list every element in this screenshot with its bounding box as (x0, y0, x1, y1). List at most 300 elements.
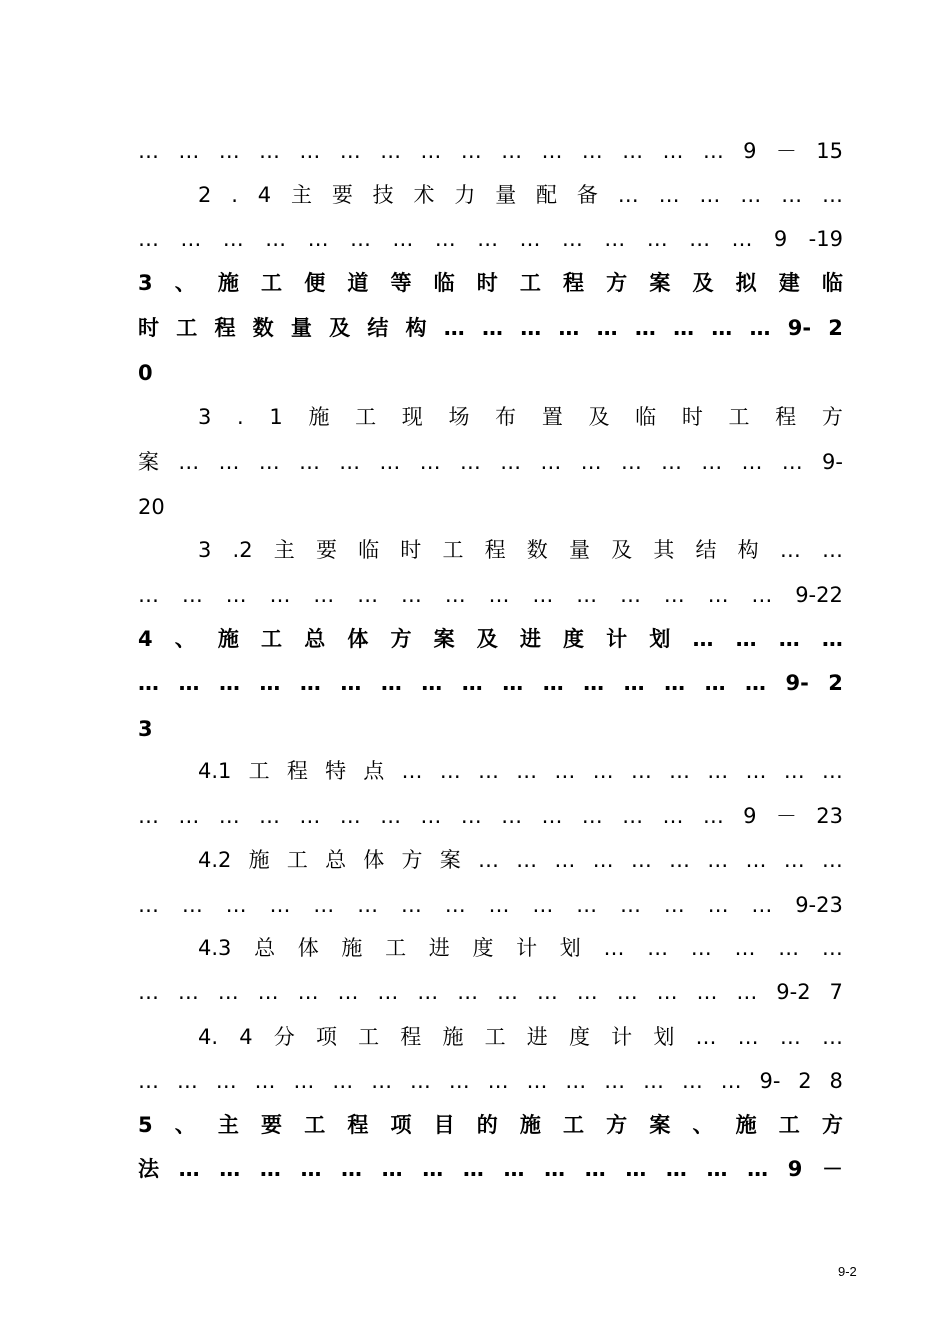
toc-token: 施 (442, 1025, 464, 1049)
toc-token: … (477, 848, 499, 872)
toc-token: 4 (138, 627, 153, 651)
toc-token: 时 (138, 316, 159, 340)
toc-token: … (737, 1025, 759, 1049)
toc-token: 1 (269, 405, 283, 429)
toc-token: 及 (692, 271, 714, 295)
toc-token: 数 (526, 538, 548, 562)
toc-token: 9- (787, 316, 812, 340)
toc-token: 分 (273, 1025, 295, 1049)
toc-line (198, 535, 843, 565)
toc-token: 备 (576, 183, 598, 207)
toc-token: 进 (519, 627, 541, 651)
toc-token: … (339, 139, 361, 163)
toc-token: … (392, 227, 414, 251)
toc-token: … (298, 450, 320, 474)
toc-token: … (420, 139, 442, 163)
toc-token: … (218, 804, 240, 828)
toc-token: … (576, 980, 598, 1004)
toc-token: 4.1 (198, 759, 232, 783)
toc-token: 9 (743, 804, 757, 828)
toc-token: … (821, 848, 843, 872)
toc-token: 4 (239, 1025, 253, 1049)
toc-token: 法 (138, 1157, 159, 1181)
toc-token: … (222, 227, 244, 251)
toc-token: … (516, 759, 538, 783)
toc-token: … (821, 627, 843, 651)
toc-token: … (181, 583, 203, 607)
toc-token: 、 (174, 1113, 196, 1137)
toc-token: … (690, 936, 712, 960)
toc-token: 案 (649, 1113, 671, 1137)
toc-token: … (661, 450, 683, 474)
toc-line (138, 580, 843, 610)
toc-token: … (749, 316, 771, 340)
toc-token: 2 (198, 183, 212, 207)
toc-token: … (178, 671, 200, 695)
toc-token: … (443, 316, 465, 340)
toc-token: … (734, 936, 756, 960)
toc-token: 施 (308, 405, 330, 429)
toc-token: 主 (273, 538, 295, 562)
toc-token: … (218, 671, 240, 695)
toc-token: … (664, 671, 686, 695)
toc-token: … (462, 1157, 484, 1181)
toc-token: … (138, 980, 159, 1004)
toc-token: … (656, 980, 678, 1004)
toc-token: … (218, 450, 240, 474)
toc-token: 3 (138, 717, 153, 741)
toc-token: 及 (588, 405, 610, 429)
toc-token: 2 (828, 671, 843, 695)
toc-token: … (381, 1157, 403, 1181)
toc-token: 拟 (735, 271, 757, 295)
toc-token: 9- (759, 1069, 781, 1093)
page-number: 9-2 (838, 1264, 857, 1279)
toc-token: … (707, 848, 729, 872)
toc-token: … (781, 450, 803, 474)
toc-token: 技 (372, 183, 394, 207)
toc-token: 划 (649, 627, 671, 651)
toc-token: … (616, 980, 638, 1004)
toc-token: … (299, 804, 321, 828)
toc-token: 要 (331, 183, 353, 207)
toc-token: … (349, 227, 371, 251)
toc-token: … (689, 227, 711, 251)
toc-token: … (604, 1069, 626, 1093)
toc-token: … (313, 583, 335, 607)
toc-token: … (339, 804, 361, 828)
toc-token: … (444, 583, 466, 607)
toc-token: … (625, 1157, 647, 1181)
toc-line (138, 1110, 843, 1140)
toc-token: … (461, 671, 483, 695)
toc-token: … (340, 671, 362, 695)
toc-token: … (293, 1069, 315, 1093)
toc-token: … (138, 1069, 159, 1093)
toc-token: 9 (773, 227, 788, 251)
toc-token: … (502, 671, 524, 695)
toc-token: … (178, 139, 200, 163)
toc-token: … (258, 450, 280, 474)
toc-token: … (460, 804, 482, 828)
toc-token: 施 (248, 848, 270, 872)
toc-token: … (561, 227, 583, 251)
toc-line (198, 1022, 843, 1052)
toc-token: … (138, 671, 159, 695)
toc-token: … (658, 183, 680, 207)
toc-token: … (420, 804, 442, 828)
toc-token: … (178, 450, 200, 474)
toc-token: 总 (325, 848, 347, 872)
toc-line (138, 268, 843, 298)
toc-token: 工 (385, 936, 407, 960)
toc-token: … (218, 139, 240, 163)
toc-token: … (623, 671, 645, 695)
toc-token: 方 (821, 405, 843, 429)
toc-token: 结 (695, 538, 717, 562)
toc-token: 程 (484, 538, 506, 562)
toc-token: … (565, 1069, 587, 1093)
toc-token: … (781, 183, 803, 207)
toc-token: … (488, 583, 510, 607)
toc-token: 、 (174, 271, 196, 295)
toc-token: 9- (785, 671, 809, 695)
toc-token: … (592, 759, 614, 783)
toc-token: 总 (304, 627, 326, 651)
toc-token: 方 (606, 1113, 628, 1137)
toc-line (138, 977, 843, 1007)
toc-token: 场 (448, 405, 470, 429)
toc-token: … (696, 980, 718, 1004)
toc-token: … (707, 583, 729, 607)
toc-line (138, 224, 843, 254)
toc-token: … (706, 1157, 728, 1181)
toc-token: 主 (217, 1113, 239, 1137)
toc-token: － (775, 139, 797, 163)
toc-token: 进 (428, 936, 450, 960)
toc-token: … (558, 316, 580, 340)
toc-token: 程 (347, 1113, 369, 1137)
toc-token: 0 (138, 361, 153, 385)
toc-token: … (736, 980, 758, 1004)
toc-token: 道 (347, 271, 369, 295)
toc-token: 施 (217, 271, 239, 295)
toc-token: … (371, 1069, 393, 1093)
toc-token: 9-2 (776, 980, 811, 1004)
toc-token: … (225, 583, 247, 607)
toc-token: … (180, 227, 202, 251)
toc-token: … (380, 804, 402, 828)
toc-token: … (138, 583, 159, 607)
toc-token: … (622, 804, 644, 828)
toc-token: … (619, 893, 641, 917)
toc-token: 工 (778, 1113, 800, 1137)
toc-token: … (259, 804, 281, 828)
toc-token: … (178, 1157, 200, 1181)
toc-token: 案 (138, 450, 159, 474)
toc-token: … (337, 980, 359, 1004)
toc-token: … (421, 671, 443, 695)
toc-token: … (580, 450, 602, 474)
toc-token: … (544, 1157, 566, 1181)
toc-token: － (821, 1157, 843, 1181)
toc-token: … (707, 759, 729, 783)
toc-token: … (554, 759, 576, 783)
toc-token: 9-22 (795, 583, 843, 607)
toc-token: 建 (778, 271, 800, 295)
toc-token: … (642, 1069, 664, 1093)
toc-token: 构 (737, 538, 759, 562)
toc-token: … (630, 848, 652, 872)
toc-token: … (138, 139, 159, 163)
toc-token: … (541, 804, 563, 828)
toc-line (138, 358, 843, 388)
toc-token: … (332, 1069, 354, 1093)
toc-token: 进 (526, 1025, 548, 1049)
toc-line (198, 933, 843, 963)
toc-token: 项 (315, 1025, 337, 1049)
toc-token: 临 (433, 271, 455, 295)
toc-token: … (380, 671, 402, 695)
toc-token: 程 (214, 316, 236, 340)
toc-token: 5 (138, 1113, 153, 1137)
toc-token: 及 (329, 316, 351, 340)
toc-token: … (745, 759, 767, 783)
toc-token: 案 (433, 627, 455, 651)
toc-token: … (747, 1157, 769, 1181)
toc-line (138, 313, 843, 343)
toc-token: 工 (286, 848, 308, 872)
toc-token: … (581, 804, 603, 828)
toc-token: … (357, 893, 379, 917)
toc-token: … (254, 1069, 276, 1093)
toc-line (138, 447, 843, 477)
toc-line (138, 624, 843, 654)
toc-token: … (583, 671, 605, 695)
toc-token: … (735, 627, 757, 651)
toc-token: 、 (174, 627, 196, 651)
toc-token: … (821, 183, 843, 207)
toc-token: … (257, 980, 279, 1004)
toc-token: 工 (358, 1025, 380, 1049)
toc-token: … (669, 848, 691, 872)
toc-token: … (477, 759, 499, 783)
toc-token: 施 (217, 627, 239, 651)
toc-token: … (225, 893, 247, 917)
toc-token: … (444, 893, 466, 917)
toc-token: 量 (568, 538, 590, 562)
toc-line (138, 801, 843, 831)
toc-token: … (138, 227, 159, 251)
toc-token: … (581, 139, 603, 163)
toc-token: 施 (519, 1113, 541, 1137)
toc-token: 9-23 (795, 893, 843, 917)
toc-token: 工 (484, 1025, 506, 1049)
toc-token: 2 (828, 316, 843, 340)
toc-token: .2 (232, 538, 253, 562)
toc-token: 施 (735, 1113, 757, 1137)
toc-token: … (576, 893, 598, 917)
toc-token: … (339, 450, 361, 474)
toc-token: 4 (257, 183, 272, 207)
toc-token: … (662, 804, 684, 828)
toc-token: 4.2 (198, 848, 232, 872)
toc-token: … (259, 139, 281, 163)
toc-token: 等 (390, 271, 412, 295)
toc-line (138, 714, 843, 744)
toc-token: 工 (442, 538, 464, 562)
toc-token: … (265, 227, 287, 251)
toc-token: … (620, 450, 642, 474)
toc-token: 时 (476, 271, 498, 295)
toc-token: … (422, 1157, 444, 1181)
toc-token: … (692, 627, 714, 651)
toc-token: … (503, 1157, 525, 1181)
toc-token: － (775, 804, 797, 828)
toc-token: … (300, 1157, 322, 1181)
toc-token: … (516, 848, 538, 872)
toc-token: 案 (439, 848, 461, 872)
toc-token: … (377, 980, 399, 1004)
toc-token: … (720, 1069, 742, 1093)
toc-token: 施 (341, 936, 363, 960)
toc-line (138, 136, 843, 166)
toc-token: … (630, 759, 652, 783)
toc-token: … (699, 183, 721, 207)
toc-token: … (604, 227, 626, 251)
toc-token: 时 (400, 538, 422, 562)
toc-token: … (219, 1157, 241, 1181)
toc-token: … (138, 804, 159, 828)
toc-token: … (541, 139, 563, 163)
toc-token: … (707, 893, 729, 917)
toc-token: 、 (692, 1113, 714, 1137)
toc-token: 度 (563, 627, 585, 651)
toc-token: … (540, 450, 562, 474)
toc-token: 及 (476, 627, 498, 651)
toc-token: … (741, 450, 763, 474)
toc-token: … (481, 316, 503, 340)
toc-token: 现 (401, 405, 423, 429)
toc-token: … (663, 893, 685, 917)
toc-token: -19 (808, 227, 843, 251)
toc-token: 主 (290, 183, 312, 207)
toc-token: 的 (476, 1113, 498, 1137)
toc-token: … (822, 1025, 843, 1049)
toc-token: 工 (261, 627, 283, 651)
toc-token: … (259, 1157, 281, 1181)
toc-line (138, 1066, 843, 1096)
toc-token: … (596, 316, 618, 340)
toc-token: … (313, 893, 335, 917)
toc-token: … (299, 671, 321, 695)
toc-token: … (357, 583, 379, 607)
toc-token: … (217, 980, 239, 1004)
toc-token: … (584, 1157, 606, 1181)
toc-token: … (526, 1069, 548, 1093)
toc-token: 量 (495, 183, 517, 207)
toc-token: … (297, 980, 319, 1004)
toc-token: … (731, 227, 753, 251)
toc-line (138, 890, 843, 920)
toc-token: 23 (816, 804, 843, 828)
toc-token: … (477, 227, 499, 251)
toc-token: … (459, 450, 481, 474)
toc-token: … (554, 848, 576, 872)
toc-token: … (822, 538, 843, 562)
toc-token: … (520, 316, 542, 340)
toc-token: … (576, 583, 598, 607)
toc-token: … (821, 936, 843, 960)
toc-line (138, 492, 843, 522)
toc-token: 8 (829, 1069, 843, 1093)
toc-token: … (702, 139, 724, 163)
toc-token: 方 (821, 1113, 843, 1137)
toc-token: 9 (787, 1157, 803, 1181)
toc-line (138, 1154, 843, 1184)
toc-token: 工 (355, 405, 377, 429)
toc-token: 术 (413, 183, 435, 207)
toc-token: . (237, 405, 244, 429)
toc-token: … (501, 139, 523, 163)
toc-token: 7 (829, 980, 843, 1004)
toc-token: … (532, 583, 554, 607)
toc-token: … (740, 183, 762, 207)
toc-token: 工 (519, 271, 541, 295)
toc-token: 4. (198, 1025, 219, 1049)
toc-token: 数 (252, 316, 274, 340)
toc-token: … (603, 936, 625, 960)
toc-token: … (409, 1069, 431, 1093)
toc-token: … (460, 139, 482, 163)
toc-token: … (665, 1157, 687, 1181)
toc-token: 方 (606, 271, 628, 295)
toc-token: 体 (347, 627, 369, 651)
toc-token: 要 (315, 538, 337, 562)
toc-token: 便 (304, 271, 326, 295)
toc-token: … (307, 227, 329, 251)
toc-token: 度 (568, 1025, 590, 1049)
toc-token: … (379, 450, 401, 474)
toc-token: 程 (286, 759, 308, 783)
toc-token: … (519, 227, 541, 251)
toc-token: … (662, 139, 684, 163)
toc-token: … (177, 980, 199, 1004)
toc-token: … (419, 450, 441, 474)
toc-token: … (536, 980, 558, 1004)
toc-token: … (751, 583, 773, 607)
toc-token: 特 (325, 759, 347, 783)
toc-token: … (448, 1069, 470, 1093)
toc-token: 程 (775, 405, 797, 429)
toc-line (138, 668, 843, 698)
toc-token: 15 (816, 139, 843, 163)
toc-token: 方 (390, 627, 412, 651)
toc-token: 计 (606, 627, 628, 651)
toc-token: … (176, 1069, 198, 1093)
toc-token: … (751, 893, 773, 917)
toc-token: … (497, 980, 519, 1004)
toc-line (198, 402, 843, 432)
toc-token: 案 (649, 271, 671, 295)
toc-token: . (231, 183, 238, 207)
toc-token: 临 (635, 405, 657, 429)
toc-token: … (647, 936, 669, 960)
toc-token: 力 (454, 183, 476, 207)
toc-token: 临 (821, 271, 843, 295)
toc-token: … (778, 936, 800, 960)
toc-token: … (617, 183, 639, 207)
